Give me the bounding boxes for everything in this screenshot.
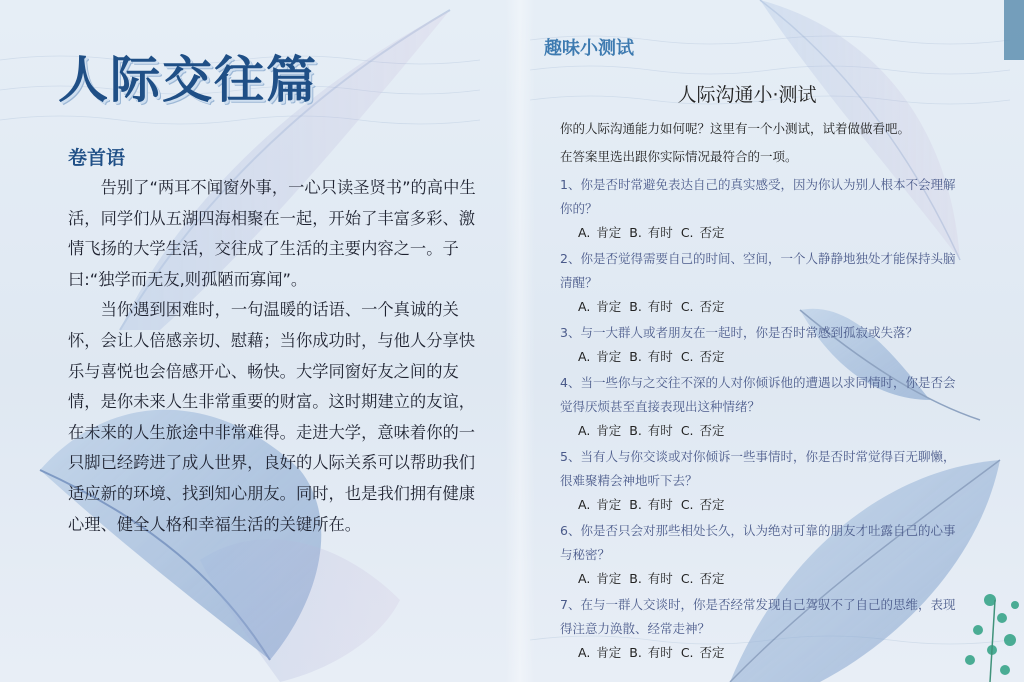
option-a: A. 肯定	[578, 349, 622, 364]
option-b: B. 有时	[629, 349, 673, 364]
option-c: C. 否定	[680, 497, 725, 512]
question-text: 5、当有人与你交谈或对你倾诉一些事情时，你是否时常觉得百无聊懒，很难聚精会神地听下去？	[560, 449, 956, 488]
option-a: A. 肯定	[578, 423, 622, 438]
option-a: A. 肯定	[578, 299, 622, 314]
option-a: A. 肯定	[578, 225, 622, 240]
answer-options	[560, 493, 965, 517]
option-a: A. 肯定	[578, 645, 622, 660]
answer-options	[560, 221, 965, 245]
option-c: C. 否定	[680, 645, 725, 660]
quiz-question	[560, 445, 965, 517]
question-text: 1、你是否时常避免表达自己的真实感受，因为你认为别人根本不会理解你的？	[560, 177, 956, 216]
option-b: B. 有时	[629, 423, 673, 438]
foreword-text	[68, 173, 478, 540]
foreword-paragraph: 告别了“两耳不闻窗外事，一心只读圣贤书”的高中生活，同学们从五湖四海相聚在一起，开始了丰富多彩、激情飞扬的大学生活，交往成了生活的主要内容之一。子曰:“独学而无友,则孤陋而寡闻”。	[68, 178, 476, 289]
quiz-section-heading: 趣味小测试	[544, 38, 634, 59]
option-c: C. 否定	[680, 423, 725, 438]
option-c: C. 否定	[680, 571, 725, 586]
option-b: B. 有时	[629, 497, 673, 512]
option-a: A. 肯定	[578, 497, 622, 512]
question-text: 3、与一大群人或者朋友在一起时，你是否时常感到孤寂或失落？	[560, 325, 918, 340]
option-b: B. 有时	[629, 571, 673, 586]
quiz-question	[560, 519, 965, 591]
right-page	[512, 0, 1024, 682]
question-text: 7、在与一群人交谈时，你是否经常发现自己驾驭不了自己的思维，表现得注意力涣散、经常走神？	[560, 597, 956, 636]
option-b: B. 有时	[629, 225, 673, 240]
quiz-intro-line: 你的人际沟通能力如何呢？这里有一个小测试，试着做做看吧。	[560, 121, 911, 136]
answer-options	[560, 567, 965, 591]
quiz-question	[560, 247, 965, 319]
question-text: 6、你是否只会对那些相处长久，认为绝对可靠的朋友才吐露自己的心事与秘密？	[560, 523, 956, 562]
option-c: C. 否定	[680, 299, 725, 314]
answer-options	[560, 295, 965, 319]
quiz-instruction-line: 在答案里选出跟你实际情况最符合的一项。	[560, 149, 798, 164]
quiz-question	[560, 321, 965, 369]
page-title: 人际交往篇	[58, 51, 318, 109]
question-text: 4、当一些你与之交往不深的人对你倾诉他的遭遇以求同情时，你是否会觉得厌烦甚至直接表现出这种情绪？	[560, 375, 956, 414]
quiz-question	[560, 371, 965, 443]
option-c: C. 否定	[680, 349, 725, 364]
quiz-question	[560, 593, 965, 665]
quiz-question-list	[560, 173, 965, 667]
answer-options	[560, 345, 965, 369]
answer-options	[560, 419, 965, 443]
foreword-heading: 卷首语	[68, 147, 126, 169]
option-a: A. 肯定	[578, 571, 622, 586]
foreword-paragraph: 当你遇到困难时，一句温暖的话语、一个真诚的关怀，会让人倍感亲切、慰藉；当你成功时，与他人分享快乐与喜悦也会倍感开心、畅快。大学同窗好友之间的友情，是你未来人生非常重要的财富。这时期建立的友谊，在未来的人生旅途中非常难得。走进大学，意味着你的一只脚已经跨进了成人世界，良好的人际关系可以帮助我们适应新的环境、找到知心朋友。同时，也是我们拥有健康心理、健全人格和幸福生活的关键所在。	[68, 300, 476, 534]
question-text: 2、你是否觉得需要自己的时间、空间，一个人静静地独处才能保持头脑清醒？	[560, 251, 956, 290]
option-b: B. 有时	[629, 299, 673, 314]
quiz-question	[560, 173, 965, 245]
quiz-title: 人际沟通小·测试	[677, 84, 817, 106]
option-b: B. 有时	[629, 645, 673, 660]
answer-options	[560, 641, 965, 665]
option-c: C. 否定	[680, 225, 725, 240]
